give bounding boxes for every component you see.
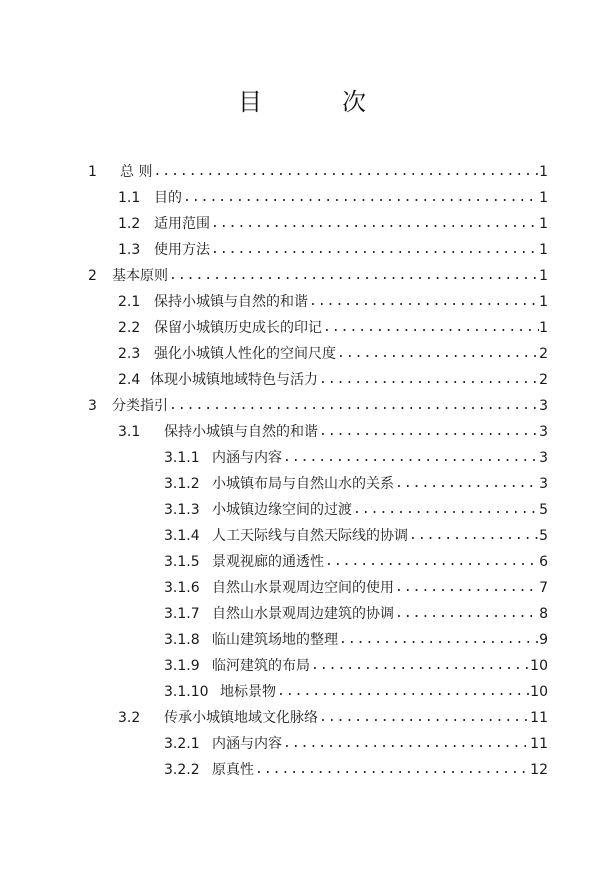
toc-entry-title: 临河建筑的布局 <box>212 658 310 674</box>
toc-entry-number: 2.1 <box>118 294 141 310</box>
toc-entry-title: 地标景物 <box>220 684 276 700</box>
toc-entry-number: 3 <box>88 398 97 414</box>
toc-entry-title: 传承小城镇地域文化脉络 <box>164 710 318 726</box>
toc-entry-number: 3.1.8 <box>164 632 200 648</box>
toc-entry-number: 1.2 <box>118 216 141 232</box>
toc-entry-title: 景观视廊的通透性 <box>212 554 324 570</box>
dot-leader <box>254 758 530 782</box>
toc-entry-title: 自然山水景观周边建筑的协调 <box>212 606 394 622</box>
dot-leader <box>182 186 539 210</box>
toc-entry-page: 1 <box>539 190 548 206</box>
dot-leader <box>352 498 539 522</box>
toc-entry-number: 3.2.1 <box>164 736 200 752</box>
toc-entry-page: 1 <box>539 268 548 284</box>
toc-entry[interactable] <box>164 550 548 574</box>
dot-leader <box>276 680 530 704</box>
toc-entry-number: 3.1 <box>118 424 141 440</box>
dot-leader <box>324 550 539 574</box>
toc-entry[interactable] <box>88 394 548 418</box>
toc-entry[interactable] <box>164 524 548 548</box>
dot-leader <box>210 212 539 236</box>
toc-entry-number: 2 <box>88 268 97 284</box>
toc-entry-title: 保持小城镇与自然的和谐 <box>164 424 318 440</box>
toc-entry-title: 体现小城镇地域特色与活力 <box>150 372 318 388</box>
dot-leader <box>318 706 530 730</box>
toc-entry-title: 目的 <box>154 190 182 206</box>
toc-entry[interactable] <box>164 654 548 678</box>
toc-entry-page: 11 <box>530 736 548 752</box>
toc-entry[interactable] <box>164 576 548 600</box>
toc-entry-number: 3.1.4 <box>164 528 200 544</box>
dot-leader <box>322 316 539 340</box>
toc-entry-number: 2.3 <box>118 346 141 362</box>
toc-entry-page: 1 <box>539 242 548 258</box>
toc-entry-number: 3.1.3 <box>164 502 200 518</box>
toc-entry-number: 3.1.10 <box>164 684 209 700</box>
toc-entry[interactable] <box>118 316 548 340</box>
toc-entry-page: 1 <box>539 294 548 310</box>
dot-leader <box>308 290 539 314</box>
toc-entry-page: 10 <box>530 658 548 674</box>
dot-leader <box>408 524 539 548</box>
toc-entry-title: 保留小城镇历史成长的印记 <box>154 320 322 336</box>
toc-entry-number: 2.4 <box>118 372 141 388</box>
dot-leader <box>168 394 539 418</box>
toc-entry-number: 1.1 <box>118 190 141 206</box>
toc-entry[interactable] <box>164 472 548 496</box>
toc-entry-page: 9 <box>539 632 548 648</box>
toc-entry-number: 3.1.1 <box>164 450 200 466</box>
toc-entry-page: 2 <box>539 372 548 388</box>
dot-leader <box>336 342 539 366</box>
toc-entry-number: 1 <box>88 164 97 180</box>
toc-entry-title: 使用方法 <box>154 242 210 258</box>
page-title: 目 次 <box>238 88 394 116</box>
toc-entry-number: 3.1.2 <box>164 476 200 492</box>
dot-leader <box>338 628 539 652</box>
toc-entry-number: 1.3 <box>118 242 141 258</box>
toc-entry-page: 8 <box>539 606 548 622</box>
dot-leader <box>394 602 539 626</box>
toc-entry[interactable] <box>164 498 548 522</box>
toc-entry-number: 2.2 <box>118 320 141 336</box>
toc-entry-page: 3 <box>539 398 548 414</box>
toc-entry[interactable] <box>164 446 548 470</box>
toc-entry-page: 5 <box>539 502 548 518</box>
dot-leader <box>318 368 539 392</box>
toc-entry-page: 10 <box>530 684 548 700</box>
toc-entry[interactable] <box>164 628 548 652</box>
toc-entry[interactable] <box>118 290 548 314</box>
toc-entry-page: 5 <box>539 528 548 544</box>
toc-entry-page: 6 <box>539 554 548 570</box>
toc-entry[interactable] <box>118 368 548 392</box>
toc-entry-title: 人工天际线与自然天际线的协调 <box>212 528 408 544</box>
dot-leader <box>394 472 539 496</box>
dot-leader <box>210 238 539 262</box>
toc-entry-title: 强化小城镇人性化的空间尺度 <box>154 346 336 362</box>
toc-entry-title: 适用范围 <box>154 216 210 232</box>
dot-leader <box>152 160 539 184</box>
dot-leader <box>282 732 530 756</box>
toc-entry-title: 小城镇边缘空间的过渡 <box>212 502 352 518</box>
toc-entry-title: 保持小城镇与自然的和谐 <box>154 294 308 310</box>
toc-entry[interactable] <box>164 680 548 704</box>
dot-leader <box>168 264 539 288</box>
toc-entry[interactable] <box>118 420 548 444</box>
toc-entry[interactable] <box>118 238 548 262</box>
toc-entry[interactable] <box>164 732 548 756</box>
toc-entry-number: 3.1.9 <box>164 658 200 674</box>
toc-entry-number: 3.2 <box>118 710 141 726</box>
toc-entry-title: 自然山水景观周边空间的使用 <box>212 580 394 596</box>
toc-entry-page: 1 <box>539 216 548 232</box>
toc-entry-number: 3.1.7 <box>164 606 200 622</box>
toc-entry[interactable] <box>118 212 548 236</box>
toc-entry[interactable] <box>88 264 548 288</box>
toc-entry-page: 3 <box>539 424 548 440</box>
dot-leader <box>318 420 539 444</box>
toc-entry[interactable] <box>118 186 548 210</box>
toc-entry[interactable] <box>118 706 548 730</box>
toc-entry-page: 3 <box>539 450 548 466</box>
toc-entry-title: 分类指引 <box>112 398 168 414</box>
toc-entry-title: 内涵与内容 <box>212 450 282 466</box>
dot-leader <box>394 576 539 600</box>
dot-leader <box>282 446 539 470</box>
toc-entry-number: 3.1.5 <box>164 554 200 570</box>
toc-entry-page: 12 <box>530 762 548 778</box>
toc-entry-number: 3.2.2 <box>164 762 200 778</box>
toc-entry[interactable] <box>164 602 548 626</box>
toc-entry[interactable] <box>164 758 548 782</box>
toc-entry-number: 3.1.6 <box>164 580 200 596</box>
toc-entry-title: 基本原则 <box>112 268 168 284</box>
toc-entry-title: 临山建筑场地的整理 <box>212 632 338 648</box>
toc-entry-title: 内涵与内容 <box>212 736 282 752</box>
toc-entry-page: 3 <box>539 476 548 492</box>
toc-entry-page: 2 <box>539 346 548 362</box>
toc-entry-page: 7 <box>539 580 548 596</box>
toc-entry[interactable] <box>88 160 548 184</box>
toc-entry-page: 1 <box>539 320 548 336</box>
toc-entry-title: 总 则 <box>120 164 153 180</box>
toc-entry-page: 11 <box>530 710 548 726</box>
toc-entry[interactable] <box>118 342 548 366</box>
toc-entry-title: 原真性 <box>212 762 254 778</box>
dot-leader <box>310 654 530 678</box>
toc-entry-title: 小城镇布局与自然山水的关系 <box>212 476 394 492</box>
toc-entry-page: 1 <box>539 164 548 180</box>
